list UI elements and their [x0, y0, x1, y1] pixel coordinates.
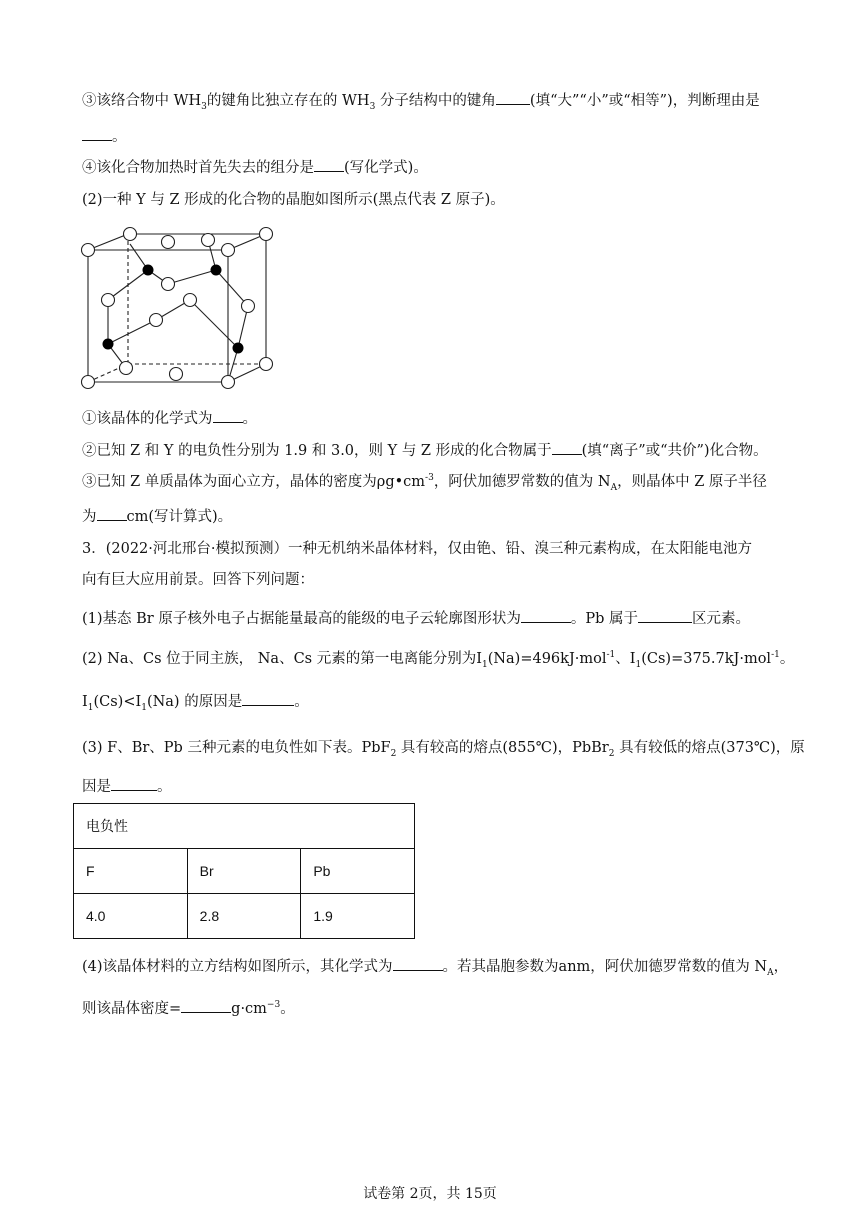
answer-blank — [552, 440, 582, 455]
table-row-values — [74, 894, 415, 939]
question-line-formula: ①该晶体的化学式为 。 — [82, 408, 800, 429]
table-cell: 1.9 — [301, 894, 415, 939]
question-line-cubic-structure: (4)该晶体材料的立方结构如图所示，其化学式为 。若其晶胞参数为anm，阿伏加德罗常数的值为 $N_A$， — [82, 956, 800, 977]
question-line-crystal-density: 则该晶体密度= $g\cdot cm^{-3}$。 — [82, 998, 800, 1019]
table-cell: 4.0 — [74, 894, 188, 939]
table-cell: F — [74, 849, 188, 894]
table-header-cell: 电负性 — [74, 804, 415, 849]
question-line-ionization-reason: $I_1(Cs)<I_1(Na)$ 的原因是 。 — [82, 691, 800, 712]
page-footer: 试卷第 2页，共 15页 — [363, 1186, 497, 1202]
answer-blank — [97, 506, 127, 521]
question-line-br-orbital: (1)基态 Br 原子核外电子占据能量最高的能级的电子云轮廓图形状为 。Pb 属于 区元素。 — [82, 608, 800, 629]
table-row-elements — [74, 849, 415, 894]
table-cell: 2.8 — [187, 894, 301, 939]
answer-blank — [242, 691, 294, 706]
answer-blank — [393, 956, 443, 971]
question-line-melting-reason: 因是 。 — [82, 776, 800, 797]
answer-blank — [496, 90, 530, 105]
answer-blank — [213, 408, 243, 423]
table-cell: Pb — [301, 849, 415, 894]
question-line-reason: 。 — [82, 126, 800, 147]
electronegativity-table — [73, 803, 415, 939]
question-line-heating: ④该化合物加热时首先失去的组分是 (写化学式)。 — [82, 157, 800, 178]
answer-blank — [521, 608, 571, 623]
question-line-radius: 为 cm(写计算式)。 — [82, 506, 800, 527]
question-line-ionization: (2) Na、Cs 位于同主族， Na、Cs 元素的第一电离能分别为$I_1(Na)=496kJ\cdot mol^{-1}$、$I_1(Cs)=375.7kJ\cdot mol^{-1}$。 — [82, 650, 795, 670]
question-line-melting-point: (3) F、Br、Pb 三种元素的电负性如下表。PbF$_2$ 具有较高的熔点(855℃)，PbBr$_2$ 具有较低的熔点(373℃)，原 — [82, 740, 805, 759]
answer-blank — [314, 157, 344, 172]
crystal-cell-diagram — [78, 222, 278, 392]
table-cell: Br — [187, 849, 301, 894]
answer-blank — [111, 776, 157, 791]
table-header-row — [74, 804, 415, 849]
answer-blank — [82, 126, 112, 141]
question-3-title: 3．(2022·河北邢台·模拟预测）一种无机纳米晶体材料，仅由铯、铅、溴三种元素构成，在太阳能电池方 — [82, 541, 752, 557]
question-line-density: ③已知 Z 单质晶体为面心立方，晶体的密度为$\rho g•cm^{-3}$，阿伏加德罗常数的值为 $N_A$，则晶体中 Z 原子半径 — [82, 473, 767, 493]
question-line-crystal-intro: (2)一种 Y 与 Z 形成的化合物的晶胞如图所示(黑点代表 Z 原子)。 — [82, 192, 505, 208]
answer-blank — [181, 998, 231, 1013]
question-3-title-cont: 向有巨大应用前景。回答下列问题： — [82, 572, 314, 588]
question-line-bond-angle: ③该络合物中 $WH_3$的键角比独立存在的 $WH_3$ 分子结构中的键角 (填“大”“小”或“相等”)，判断理由是 — [82, 90, 800, 111]
answer-blank — [638, 608, 692, 623]
question-line-electronegativity: ②已知 Z 和 Y 的电负性分别为 1.9 和 3.0，则 Y 与 Z 形成的化合物属于 (填“离子”或“共价”)化合物。 — [82, 440, 800, 461]
